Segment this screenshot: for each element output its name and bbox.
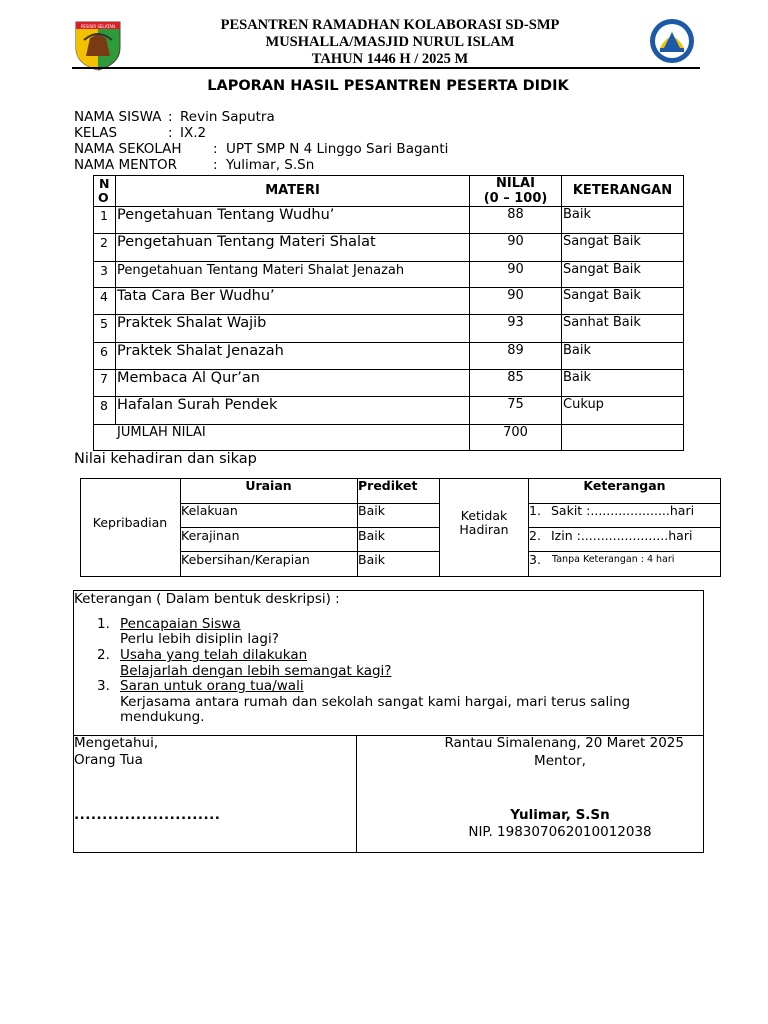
- row-materi: Membaca Al Qur’an: [117, 370, 260, 386]
- row-ket: Sangat Baik: [563, 288, 641, 303]
- row-nilai: 88: [507, 207, 524, 222]
- row-nilai: 75: [507, 397, 524, 412]
- mentor-name: Yulimar, S.Sn: [510, 807, 610, 823]
- row-ket: Sanhat Baik: [563, 315, 641, 330]
- absence-text: Tanpa Keterangan : 4 hari: [552, 554, 675, 565]
- mentor-value: Yulimar, S.Sn: [226, 157, 315, 173]
- header-line-3: TAHUN 1446 H / 2025 M: [311, 51, 469, 67]
- attendance-title: Nilai kehadiran dan sikap: [74, 451, 257, 467]
- row-no: 4: [100, 289, 108, 304]
- total-value: 700: [503, 425, 528, 440]
- mentor-colon: :: [213, 157, 218, 173]
- row-materi: Praktek Shalat Wajib: [117, 315, 267, 331]
- row-materi: Pengetahuan Tentang Wudhu’: [117, 207, 335, 223]
- row-nilai: 93: [507, 315, 524, 330]
- item-num: 3.: [97, 678, 110, 694]
- name-value: Revin Saputra: [180, 109, 275, 125]
- item-title: Usaha yang telah dilakukan: [120, 647, 308, 663]
- row-ket: Baik: [563, 370, 592, 385]
- description-box: [73, 590, 704, 853]
- name-label: NAMA SISWA: [74, 109, 162, 125]
- description-heading: Keterangan ( Dalam bentuk deskripsi) :: [74, 591, 340, 607]
- school-colon: :: [213, 141, 218, 157]
- col-nilai-1: NILAI: [496, 176, 535, 191]
- item-text: Kerjasama antara rumah dan sekolah sangat kami hargai, mari terus saling: [120, 694, 631, 710]
- item-title: Saran untuk orang tua/wali: [120, 678, 304, 694]
- class-label: KELAS: [74, 125, 118, 141]
- absence-text: Izin :......................hari: [551, 528, 693, 543]
- row-ket: Sangat Baik: [563, 234, 641, 249]
- col-prediket: Prediket: [358, 478, 418, 493]
- col-materi: MATERI: [265, 183, 320, 198]
- header-line-1: PESANTREN RAMADHAN KOLABORASI SD-SMP: [220, 17, 560, 33]
- parent-signature-line: ..........................: [74, 807, 221, 823]
- prediket-item: Baik: [358, 503, 385, 518]
- col-uraian: Uraian: [245, 478, 292, 493]
- uraian-item: Kerajinan: [181, 528, 240, 543]
- row-no: 2: [100, 235, 108, 250]
- total-label: JUMLAH NILAI: [117, 425, 206, 440]
- row-nilai: 89: [507, 343, 524, 358]
- place-date: Rantau Simalenang, 20 Maret 2025: [444, 735, 684, 751]
- row-nilai: 90: [507, 288, 524, 303]
- row-materi: Praktek Shalat Jenazah: [117, 343, 284, 359]
- row-no: 7: [100, 371, 108, 386]
- col-no-2: O: [98, 190, 109, 205]
- row-materi: Pengetahuan Tentang Materi Shalat Jenazah: [117, 263, 405, 278]
- row-no: 1: [100, 208, 108, 223]
- ketidakhadiran-2: Hadiran: [459, 522, 509, 537]
- mentor-role: Mentor,: [534, 753, 586, 769]
- header-line-2: MUSHALLA/MASJID NURUL ISLAM: [265, 34, 515, 50]
- class-value: IX.2: [180, 125, 207, 141]
- item-text: Belajarlah dengan lebih semangat kagi?: [120, 663, 392, 679]
- acknowledged-label: Mengetahui,: [74, 735, 159, 751]
- row-ket: Sangat Baik: [563, 262, 641, 277]
- row-no: 5: [100, 316, 108, 331]
- prediket-item: Baik: [358, 552, 385, 567]
- row-materi: Hafalan Surah Pendek: [117, 397, 278, 413]
- item-num: 1.: [97, 616, 110, 632]
- name-colon: :: [168, 109, 173, 125]
- parent-label: Orang Tua: [74, 752, 143, 768]
- page-title: LAPORAN HASIL PESANTREN PESERTA DIDIK: [207, 78, 569, 94]
- row-materi: Tata Cara Ber Wudhu’: [117, 288, 275, 304]
- item-text: mendukung.: [120, 709, 205, 725]
- absence-text: Sakit :....................hari: [551, 503, 695, 518]
- col-keterangan-attendance: Keterangan: [583, 478, 666, 493]
- uraian-item: Kebersihan/Kerapian: [181, 552, 310, 567]
- kepribadian-label: Kepribadian: [92, 515, 168, 530]
- row-materi: Pengetahuan Tentang Materi Shalat: [117, 234, 376, 250]
- row-no: 8: [100, 398, 108, 413]
- row-no: 3: [100, 263, 108, 278]
- school-label: NAMA SEKOLAH: [74, 141, 182, 157]
- school-value: UPT SMP N 4 Linggo Sari Baganti: [226, 141, 449, 157]
- mentor-label: NAMA MENTOR: [74, 157, 178, 173]
- item-num: 2.: [97, 647, 110, 663]
- col-no-1: N: [99, 176, 110, 191]
- mentor-nip: NIP. 198307062010012038: [468, 824, 652, 840]
- prediket-item: Baik: [358, 528, 385, 543]
- item-text: Perlu lebih disiplin lagi?: [120, 631, 279, 647]
- row-nilai: 90: [507, 234, 524, 249]
- absence-num: 2.: [529, 528, 541, 543]
- row-no: 6: [100, 344, 108, 359]
- col-keterangan: KETERANGAN: [572, 183, 673, 198]
- absence-num: 3.: [529, 552, 541, 567]
- absence-num: 1.: [529, 503, 541, 518]
- class-colon: :: [168, 125, 173, 141]
- ketidakhadiran-1: Ketidak: [460, 508, 508, 523]
- row-ket: Cukup: [563, 397, 604, 412]
- row-ket: Baik: [563, 343, 592, 358]
- row-nilai: 90: [507, 262, 524, 277]
- item-title: Pencapaian Siswa: [120, 616, 241, 632]
- row-ket: Baik: [563, 207, 592, 222]
- uraian-item: Kelakuan: [181, 503, 238, 518]
- col-nilai-2: (0 – 100): [483, 191, 548, 206]
- logo-label: PESISIR SELATAN: [80, 24, 116, 29]
- row-nilai: 85: [507, 370, 524, 385]
